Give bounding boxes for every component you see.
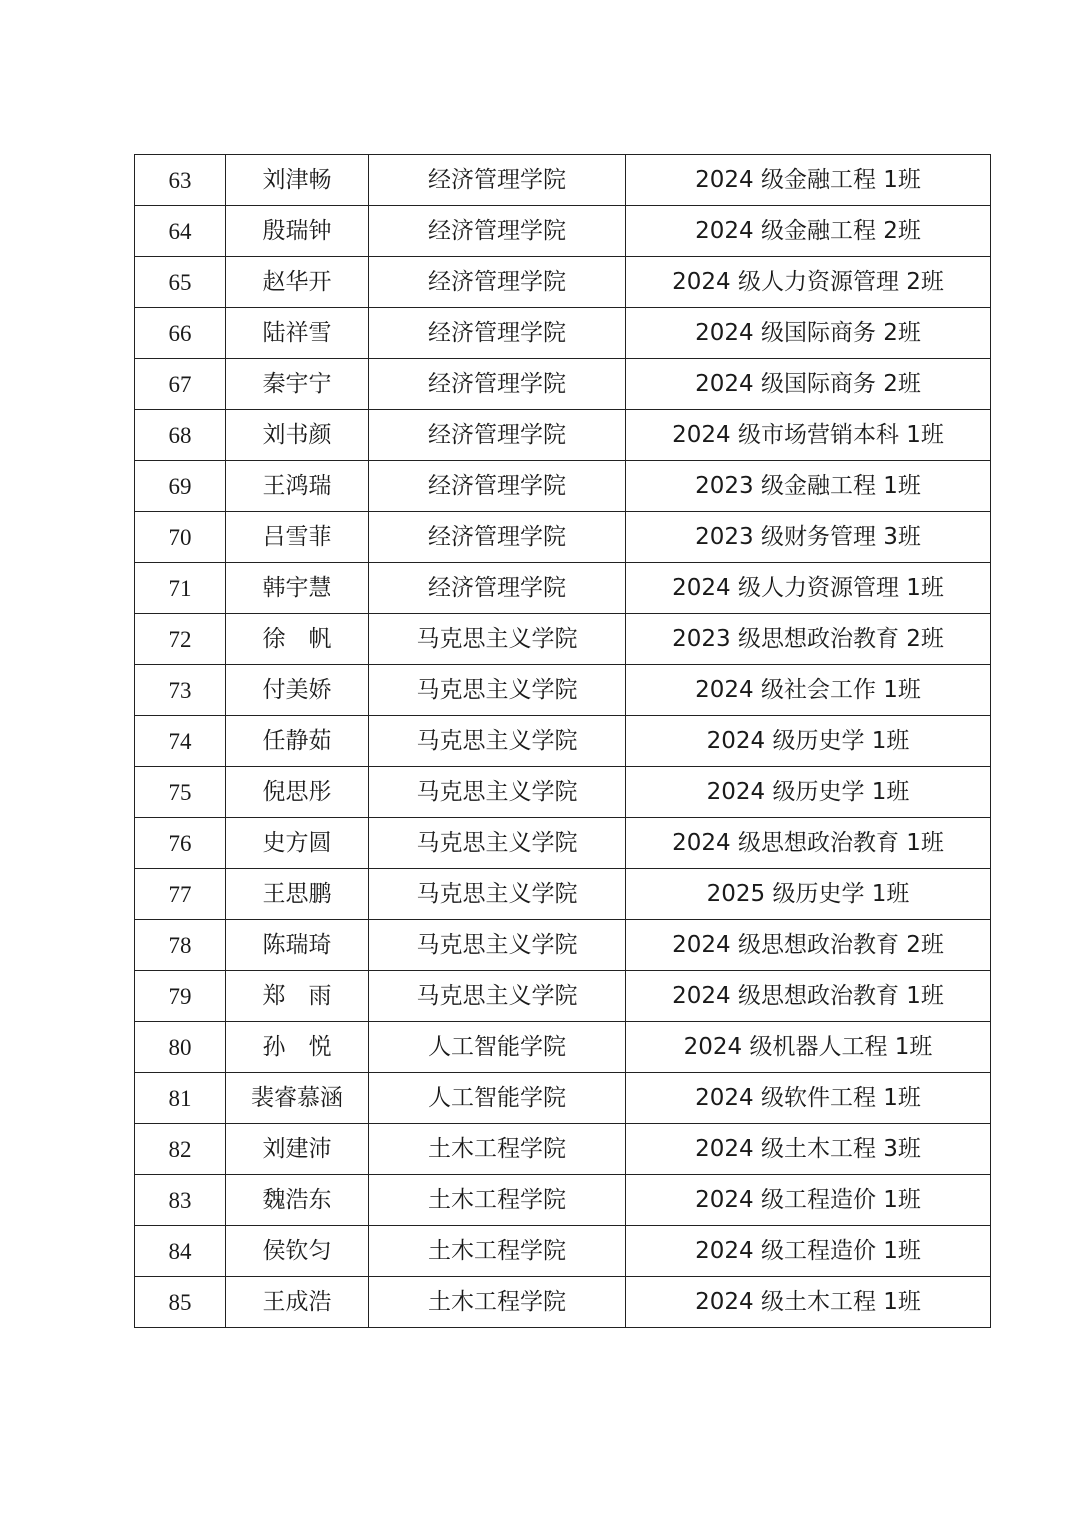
roster-body — [135, 155, 991, 1328]
student-name-cell: 王成浩 — [226, 1277, 369, 1328]
row-number-cell: 81 — [135, 1073, 226, 1124]
row-number-cell: 63 — [135, 155, 226, 206]
class-cell: 2024 级工程造价 1班 — [626, 1175, 991, 1226]
college-cell: 土木工程学院 — [369, 1175, 626, 1226]
row-number-cell: 80 — [135, 1022, 226, 1073]
college-cell: 马克思主义学院 — [369, 767, 626, 818]
table-row — [135, 461, 991, 512]
student-name-cell: 王思鹏 — [226, 869, 369, 920]
class-cell: 2024 级历史学 1班 — [626, 767, 991, 818]
row-number-cell: 82 — [135, 1124, 226, 1175]
table-row — [135, 563, 991, 614]
college-cell: 马克思主义学院 — [369, 614, 626, 665]
class-cell: 2024 级机器人工程 1班 — [626, 1022, 991, 1073]
student-name-cell: 刘建沛 — [226, 1124, 369, 1175]
class-cell: 2024 级思想政治教育 1班 — [626, 818, 991, 869]
row-number-cell: 74 — [135, 716, 226, 767]
table-row — [135, 920, 991, 971]
college-cell: 马克思主义学院 — [369, 971, 626, 1022]
class-cell: 2024 级软件工程 1班 — [626, 1073, 991, 1124]
student-name-cell: 孙 悦 — [226, 1022, 369, 1073]
college-cell: 土木工程学院 — [369, 1124, 626, 1175]
student-name-cell: 魏浩东 — [226, 1175, 369, 1226]
row-number-cell: 67 — [135, 359, 226, 410]
class-cell: 2023 级思想政治教育 2班 — [626, 614, 991, 665]
class-cell: 2024 级金融工程 1班 — [626, 155, 991, 206]
student-name-cell: 任静茹 — [226, 716, 369, 767]
student-name-cell: 史方圆 — [226, 818, 369, 869]
table-row — [135, 971, 991, 1022]
student-name-cell: 殷瑞钟 — [226, 206, 369, 257]
table-row — [135, 1073, 991, 1124]
row-number-cell: 78 — [135, 920, 226, 971]
table-row — [135, 1124, 991, 1175]
college-cell: 经济管理学院 — [369, 257, 626, 308]
class-cell: 2024 级市场营销本科 1班 — [626, 410, 991, 461]
table-row — [135, 1226, 991, 1277]
class-cell: 2024 级人力资源管理 1班 — [626, 563, 991, 614]
student-name-cell: 倪思彤 — [226, 767, 369, 818]
student-name-cell: 吕雪菲 — [226, 512, 369, 563]
student-name-cell: 裴睿慕涵 — [226, 1073, 369, 1124]
college-cell: 人工智能学院 — [369, 1022, 626, 1073]
student-name-cell: 赵华开 — [226, 257, 369, 308]
table-row — [135, 614, 991, 665]
class-cell: 2024 级历史学 1班 — [626, 716, 991, 767]
table-row — [135, 155, 991, 206]
row-number-cell: 73 — [135, 665, 226, 716]
student-name-cell: 秦宇宁 — [226, 359, 369, 410]
student-name-cell: 侯钦匀 — [226, 1226, 369, 1277]
college-cell: 经济管理学院 — [369, 461, 626, 512]
college-cell: 经济管理学院 — [369, 563, 626, 614]
row-number-cell: 79 — [135, 971, 226, 1022]
college-cell: 经济管理学院 — [369, 206, 626, 257]
class-cell: 2024 级土木工程 1班 — [626, 1277, 991, 1328]
college-cell: 经济管理学院 — [369, 512, 626, 563]
table-row — [135, 767, 991, 818]
table-row — [135, 869, 991, 920]
college-cell: 土木工程学院 — [369, 1277, 626, 1328]
student-name-cell: 郑 雨 — [226, 971, 369, 1022]
row-number-cell: 85 — [135, 1277, 226, 1328]
class-cell: 2024 级工程造价 1班 — [626, 1226, 991, 1277]
college-cell: 经济管理学院 — [369, 410, 626, 461]
table-row — [135, 359, 991, 410]
row-number-cell: 76 — [135, 818, 226, 869]
college-cell: 马克思主义学院 — [369, 920, 626, 971]
row-number-cell: 64 — [135, 206, 226, 257]
table-row — [135, 716, 991, 767]
class-cell: 2024 级社会工作 1班 — [626, 665, 991, 716]
table-row — [135, 1277, 991, 1328]
student-roster-table — [134, 154, 991, 1328]
row-number-cell: 84 — [135, 1226, 226, 1277]
class-cell: 2024 级金融工程 2班 — [626, 206, 991, 257]
class-cell: 2024 级思想政治教育 2班 — [626, 920, 991, 971]
row-number-cell: 70 — [135, 512, 226, 563]
row-number-cell: 83 — [135, 1175, 226, 1226]
table-row — [135, 818, 991, 869]
class-cell: 2025 级历史学 1班 — [626, 869, 991, 920]
college-cell: 经济管理学院 — [369, 155, 626, 206]
college-cell: 经济管理学院 — [369, 308, 626, 359]
row-number-cell: 77 — [135, 869, 226, 920]
college-cell: 马克思主义学院 — [369, 869, 626, 920]
college-cell: 经济管理学院 — [369, 359, 626, 410]
student-name-cell: 王鸿瑞 — [226, 461, 369, 512]
table-row — [135, 206, 991, 257]
table-row — [135, 308, 991, 359]
college-cell: 马克思主义学院 — [369, 665, 626, 716]
class-cell: 2024 级人力资源管理 2班 — [626, 257, 991, 308]
student-name-cell: 刘津畅 — [226, 155, 369, 206]
college-cell: 人工智能学院 — [369, 1073, 626, 1124]
table-row — [135, 1022, 991, 1073]
class-cell: 2023 级金融工程 1班 — [626, 461, 991, 512]
row-number-cell: 71 — [135, 563, 226, 614]
college-cell: 土木工程学院 — [369, 1226, 626, 1277]
college-cell: 马克思主义学院 — [369, 716, 626, 767]
table-row — [135, 665, 991, 716]
student-name-cell: 付美娇 — [226, 665, 369, 716]
table-row — [135, 1175, 991, 1226]
college-cell: 马克思主义学院 — [369, 818, 626, 869]
row-number-cell: 72 — [135, 614, 226, 665]
student-name-cell: 陆祥雪 — [226, 308, 369, 359]
class-cell: 2024 级国际商务 2班 — [626, 308, 991, 359]
row-number-cell: 69 — [135, 461, 226, 512]
row-number-cell: 68 — [135, 410, 226, 461]
student-name-cell: 韩宇慧 — [226, 563, 369, 614]
student-name-cell: 徐 帆 — [226, 614, 369, 665]
row-number-cell: 65 — [135, 257, 226, 308]
row-number-cell: 75 — [135, 767, 226, 818]
table-row — [135, 512, 991, 563]
class-cell: 2024 级思想政治教育 1班 — [626, 971, 991, 1022]
row-number-cell: 66 — [135, 308, 226, 359]
class-cell: 2023 级财务管理 3班 — [626, 512, 991, 563]
class-cell: 2024 级国际商务 2班 — [626, 359, 991, 410]
table-row — [135, 257, 991, 308]
class-cell: 2024 级土木工程 3班 — [626, 1124, 991, 1175]
student-name-cell: 陈瑞琦 — [226, 920, 369, 971]
table-row — [135, 410, 991, 461]
student-name-cell: 刘书颜 — [226, 410, 369, 461]
